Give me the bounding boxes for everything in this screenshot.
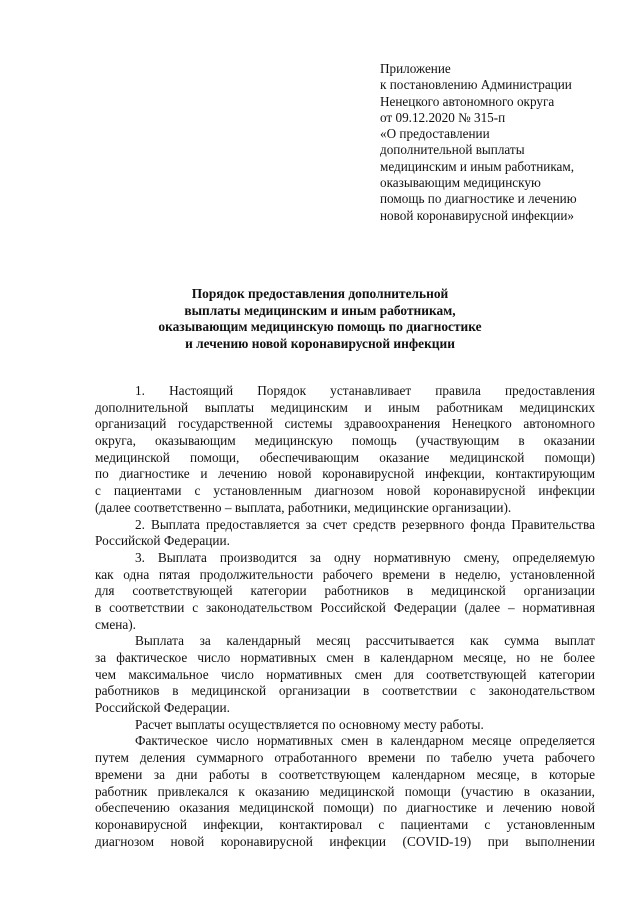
body-line: с пациентами с установленным диагнозом новой коронавирусной инфекции (95, 483, 595, 499)
body-line: для соответствующей категории работников в медицинской организации (95, 583, 595, 599)
body-line: смена). (95, 616, 136, 632)
appendix-line: новой коронавирусной инфекции» (380, 207, 575, 223)
body-line: 3. Выплата производится за одну нормативную смену, определяемую (135, 549, 595, 565)
body-line: Российской Федерации. (95, 700, 230, 716)
appendix-line: дополнительной выплаты (380, 142, 525, 158)
body-line: организаций государственной системы здравоохранения Ненецкого автономного (95, 416, 595, 432)
body-line: Российской Федерации. (95, 533, 230, 549)
title-line: выплаты медицинским и иным работникам, (184, 302, 456, 318)
body-line: 1. Настоящий Порядок устанавливает правила предоставления (135, 383, 595, 398)
appendix-line: Приложение (380, 61, 451, 76)
body-line: времени за дни работы в соответствующем календарном месяце, в которые (95, 766, 595, 782)
body-line: обеспечению оказания медицинской помощи) по диагностике и лечению новой (95, 800, 595, 816)
body-line: путем деления суммарного отработанного времени по табелю учета рабочего (95, 750, 595, 766)
appendix-line: оказывающим медицинскую (380, 175, 541, 191)
body-line: Фактическое число нормативных смен в календарном месяце определяется (135, 733, 595, 749)
body-line: округа, оказывающим медицинскую помощь (участвующим в оказании (95, 433, 595, 449)
appendix-line: медицинским и иным работникам, (380, 158, 575, 174)
body-line: диагнозом новой коронавирусной инфекции (COVID-19) при выполнении (95, 833, 595, 849)
body-line: по диагностике и лечению новой коронавирусной инфекции, контактирующим (95, 466, 595, 482)
body-line: (далее соответственно – выплата, работники, медицинские организации). (95, 499, 512, 515)
body-line: работник привлекался к оказанию медицинской помощи (участию в оказании, (95, 783, 595, 799)
body-line: медицинской помощи, обеспечивающим оказание медицинской помощи) (95, 449, 595, 465)
body-line: в соответствии с законодательством Российской Федерации (далее – нормативная (95, 599, 595, 615)
body-line: Расчет выплаты осуществляется по основному месту работы. (135, 716, 484, 732)
appendix-header (380, 61, 610, 224)
body-line: коронавирусной инфекции, контактировал с пациентами с установленным (95, 816, 595, 832)
title-line: Порядок предоставления дополнительной (191, 286, 449, 301)
body-line: 2. Выплата предоставляется за счет средств резервного фонда Правительства (135, 516, 595, 532)
body-line: работников в медицинской организации в соответствии с законодательством (95, 683, 595, 699)
appendix-line: «О предоставлении (380, 126, 490, 142)
appendix-line: к постановлению Администрации (380, 77, 572, 93)
body-line: как одна пятая продолжительности рабочего времени в неделю, установленной (95, 566, 595, 582)
appendix-line: помощь по диагностике и лечению (380, 191, 577, 207)
body-line: чем максимальное число нормативных смен для соответствующей категории (95, 666, 595, 682)
appendix-line: от 09.12.2020 № 315-п (380, 109, 506, 125)
body-line: за фактическое число нормативных смен в календарном месяце, но не более (95, 650, 595, 665)
body-line: дополнительной выплаты медицинским и иным работникам медицинских (95, 399, 595, 415)
title-line: и лечению новой коронавирусной инфекции (185, 335, 455, 351)
appendix-line: Ненецкого автономного округа (380, 93, 555, 109)
document-body (95, 383, 595, 850)
title-line: оказывающим медицинскую помощь по диагностике (158, 319, 482, 335)
document-title (80, 286, 560, 352)
body-line: Выплата за календарный месяц рассчитывается как сумма выплат (135, 633, 595, 649)
